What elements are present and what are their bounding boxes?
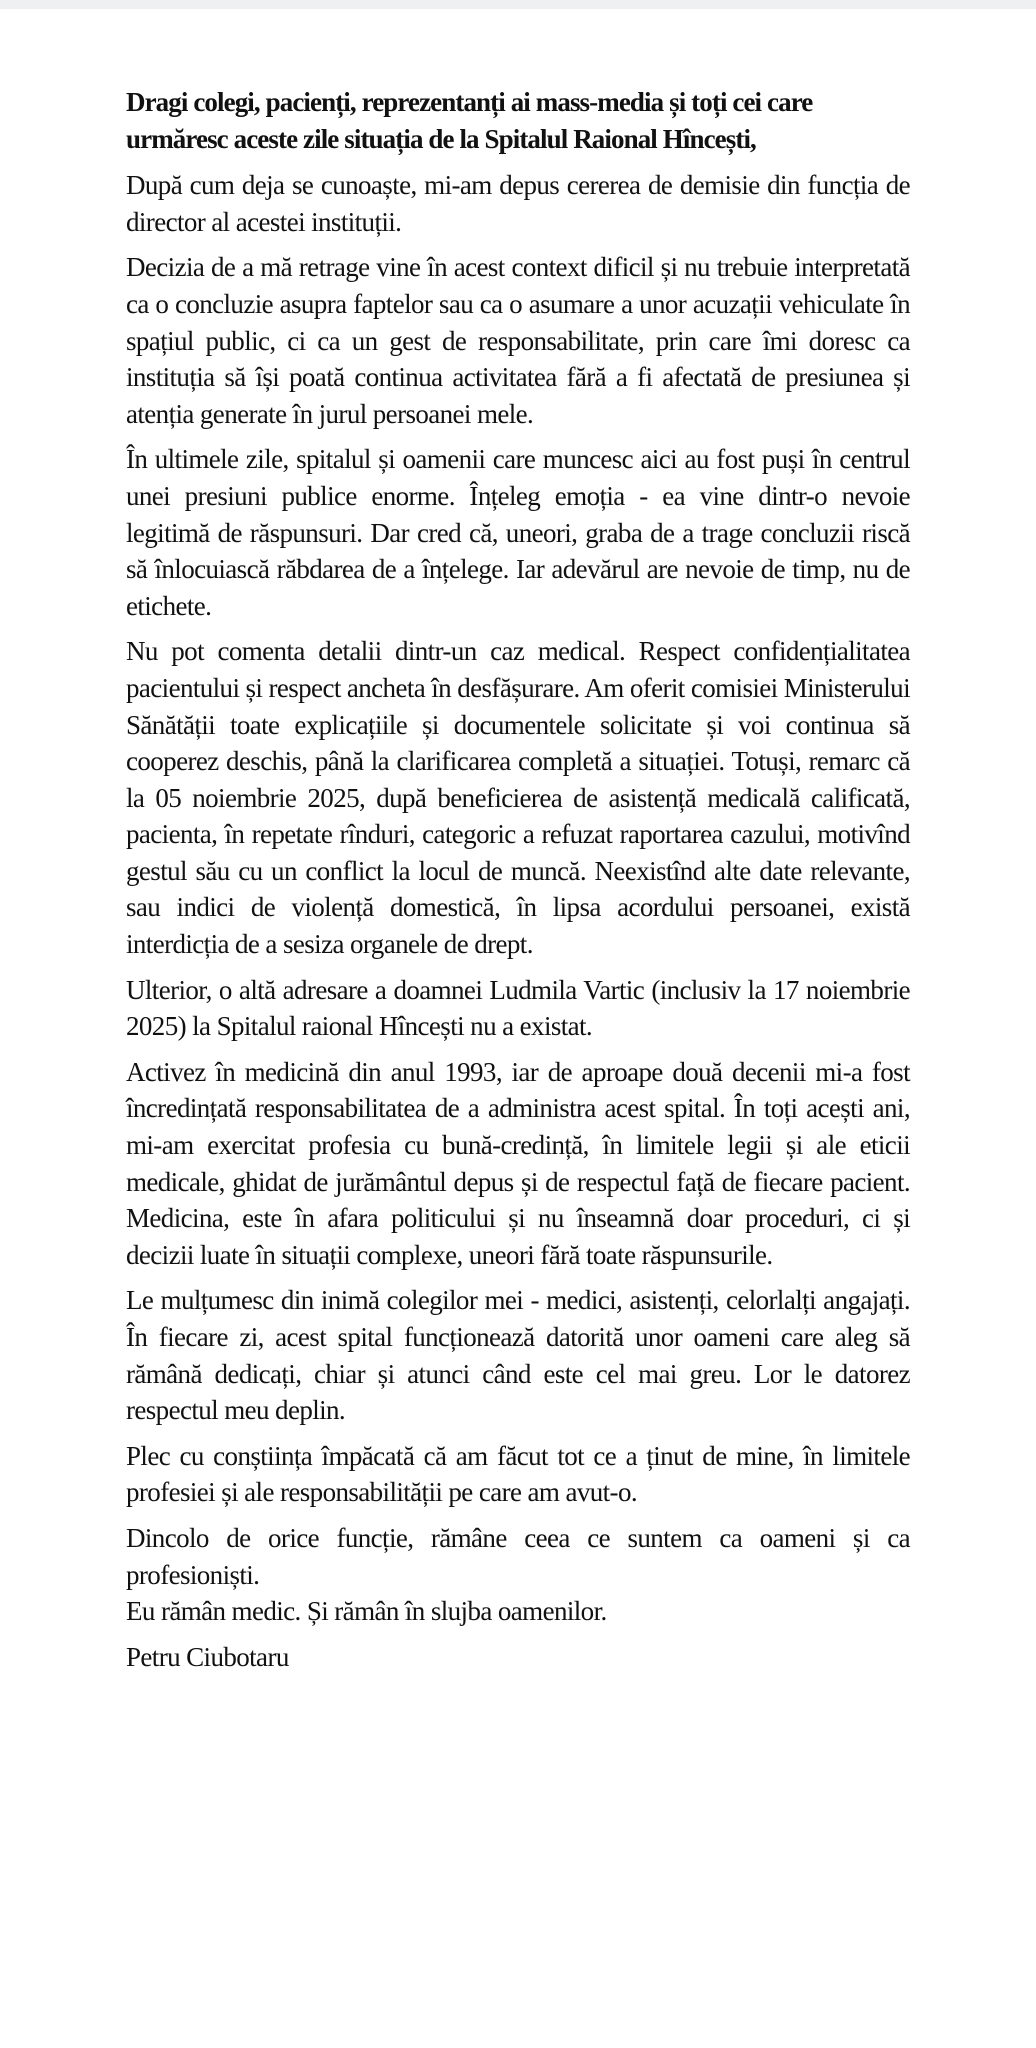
paragraph-thanks: Le mulțumesc din inimă colegilor mei - medici, asistenți, celorlalți angajați. În fiecare zi, acest spital funcționează datorită unor oameni care aleg să rămână dedicați, chiar și atunci când este cel mai greu. Lor le datorez respectul meu deplin. [126,1285,910,1426]
paragraph-medical-case: Nu pot comenta detalii dintr-un caz medical. Respect confidențialitatea pacientului și respect ancheta în desfășurare. Am oferit comisiei Ministerului Sănătății toate explicațiile și documentele solicitate și voi continua să cooperez deschis, până la clarificarea completă a situației. Totuși, remarc că la 05 noiembrie 2025, după beneficierea de asistență medicală calificată, pacienta, în repetate rînduri, categoric a refuzat raportarea cazului, motivînd gestul său cu un conflict la locul de muncă. Neexistînd alte date relevante, sau indici de violență domestică, în lipsa acordului persoanei, există interdicția de a sesiza organele de drept. [126,636,910,960]
paragraph-career: Activez în medicină din anul 1993, iar de aproape două decenii mi-a fost încredințată responsabilitatea de a administra acest spital. În toți acești ani, mi-am exercitat profesia cu bună-credință, în limitele legii și ale eticii medicale, ghidat de jurământul depus și de respectul față de fiecare pacient. Medicina, este în afara politicului și nu înseamnă doar proceduri, ci și decizii luate în situații complexe, uneori fără toate răspunsurile. [126,1056,910,1270]
paragraph-decision: Decizia de a mă retrage vine în acest context dificil și nu trebuie interpretată ca o concluzie asupra faptelor sau ca o asumare a unor acuzații vehiculate în spațiul public, ci ca un gest de responsabilitate, prin care îmi doresc ca instituția să își poată continua activitatea fără a fi afectată de presiunea și atenția generate în jurul persoanei mele. [126,252,910,429]
statement-document [126,84,910,1684]
paragraph-subsequent: Ulterior, o altă adresare a doamnei Ludmila Vartic (inclusiv la 17 noiembrie 2025) la Spitalul raional Hîncești nu a existat. [126,974,910,1042]
closing-line: Eu rămân medic. Și rămân în slujba oamenilor. [126,1596,607,1627]
top-strip [0,0,1036,9]
paragraph-pressure: În ultimele zile, spitalul și oamenii care muncesc aici au fost puși în centrul unei presiuni publice enorme. Înțeleg emoția - ea vine dintr-o nevoie legitimă de răspunsuri. Dar cred că, uneori, graba de a trage concluzii riscă să înlocuiască răbdarea de a înțelege. Iar adevărul are nevoie de timp, nu de etichete. [126,444,910,621]
paragraph-resignation: După cum deja se cunoaște, mi-am depus cererea de demisie din funcția de director al acestei instituții. [126,170,910,237]
paragraph-beyond-function: Dincolo de orice funcție, rămâne ceea ce suntem ca oameni și ca profesioniști. [126,1522,910,1590]
paragraph-conscience: Plec cu conștiința împăcată că am făcut tot ce a ținut de mine, în limitele profesiei și ale responsabilității pe care am avut-o. [126,1440,910,1508]
signature: Petru Ciubotaru [126,1641,289,1672]
greeting-heading: Dragi colegi, pacienți, reprezentanți ai mass-media și toți cei care urmăresc aceste zile situația de la Spitalul Raional Hîncești, [126,87,813,154]
